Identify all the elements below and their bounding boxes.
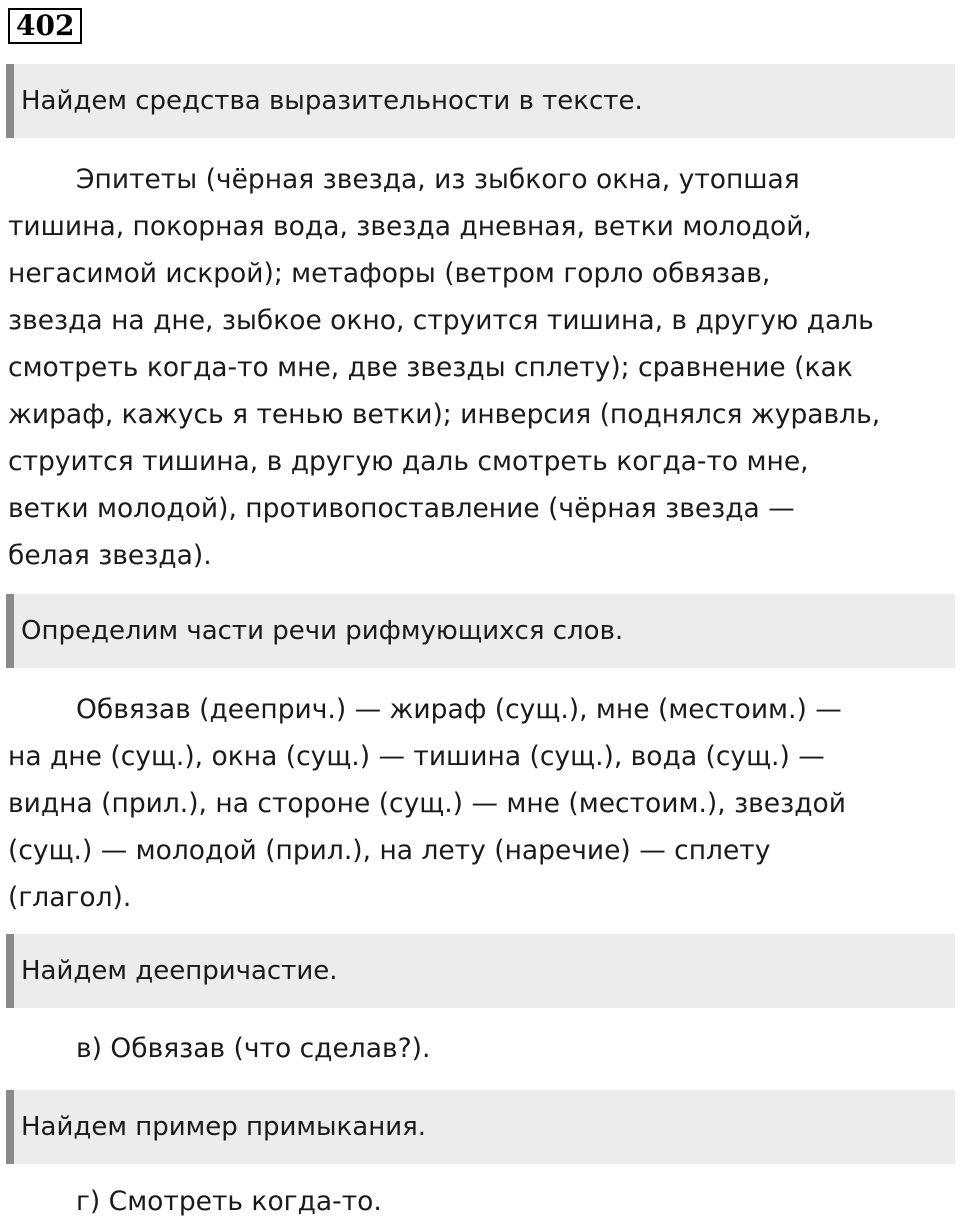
section-heading-parts-of-speech: Определим части речи рифмующихся слов. [6,594,955,668]
paragraph-line: звезда на дне, зыбкое окно, струится тишина, в другую даль [8,305,874,336]
section-heading-expressive-means: Найдем средства выразительности в тексте. [6,64,955,138]
paragraph-line: тишина, покорная вода, звезда дневная, ветки молодой, [8,211,812,242]
expressive-means-paragraph [8,156,953,579]
paragraph-line: Эпитеты (чёрная звезда, из зыбкого окна, утопшая [76,164,800,195]
paragraph-line: смотреть когда-то мне, две звезды сплету); сравнение (как [8,352,853,383]
section-heading-gerund: Найдем деепричастие. [6,934,955,1008]
task-number-badge: 402 [8,8,82,44]
paragraph-line: негасимой искрой); метафоры (ветром горло обвязав, [8,258,771,289]
paragraph-line: ветки молодой), противопоставление (чёрная звезда — [8,493,795,524]
paragraph-line: (глагол). [8,882,132,913]
paragraph-line: видна (прил.), на стороне (сущ.) — мне (местоим.), звездой [8,788,846,819]
parts-of-speech-paragraph [8,686,953,921]
adjunction-answer: г) Смотреть когда-то. [76,1186,382,1217]
section-heading-adjunction: Найдем пример примыкания. [6,1090,955,1164]
paragraph-line: на дне (сущ.), окна (сущ.) — тишина (сущ.), вода (сущ.) — [8,741,825,772]
paragraph-line: жираф, кажусь я тенью ветки); инверсия (поднялся журавль, [8,399,881,430]
paragraph-line: струится тишина, в другую даль смотреть когда-то мне, [8,446,809,477]
paragraph-line: белая звезда). [8,540,212,571]
gerund-answer: в) Обвязав (что сделав?). [76,1033,431,1064]
paragraph-line: Обвязав (дееприч.) — жираф (сущ.), мне (местоим.) — [76,694,842,725]
paragraph-line: (сущ.) — молодой (прил.), на лету (наречие) — сплету [8,835,771,866]
